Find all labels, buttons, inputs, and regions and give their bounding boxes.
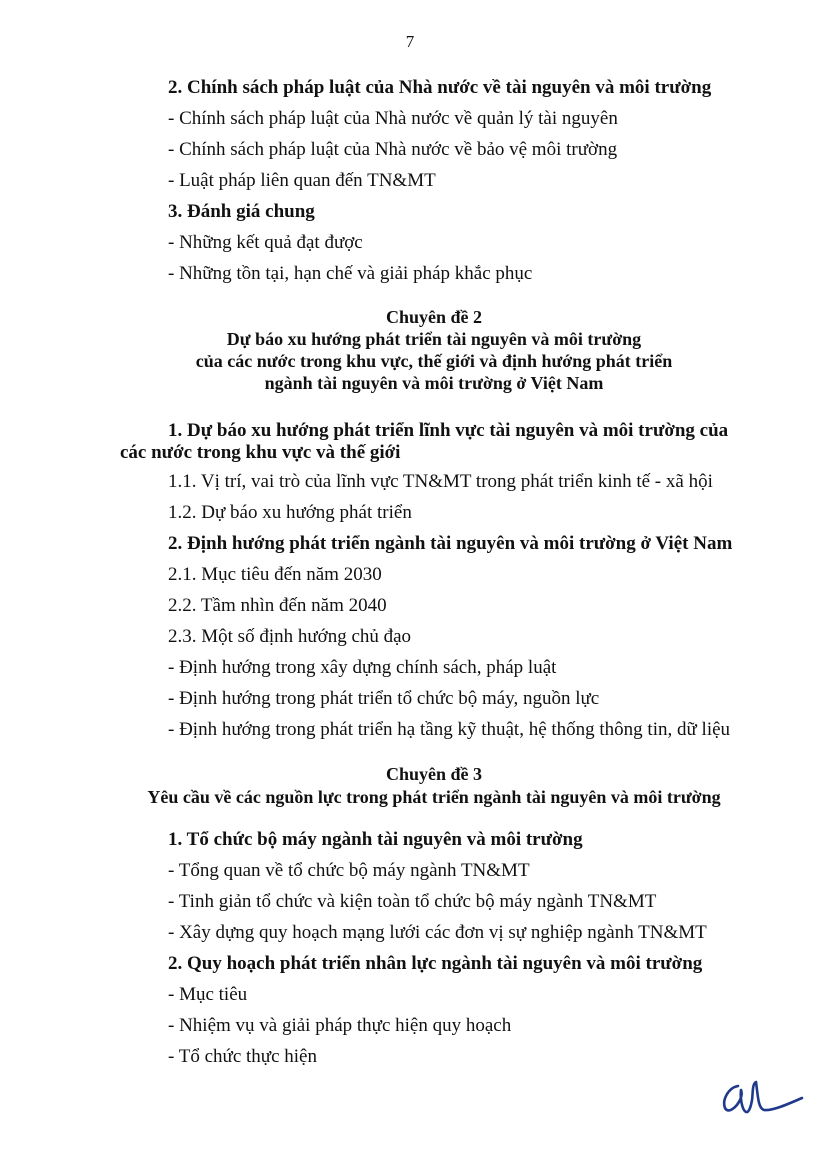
list-item: - Luật pháp liên quan đến TN&MT [168,170,436,191]
topic3-title: Chuyên đề 3 [385,764,483,784]
topic3-subtitle: Yêu cầu về các nguồn lực trong phát triển ngành tài nguyên và môi trường [147,787,721,807]
topic3-heading-organization: 1. Tổ chức bộ máy ngành tài nguyên và môi trường [168,829,583,850]
topic3-heading-hr-planning: 2. Quy hoạch phát triển nhân lực ngành tài nguyên và môi trường [168,953,703,974]
list-item: - Mục tiêu [168,984,248,1005]
list-item: - Chính sách pháp luật của Nhà nước về bảo vệ môi trường [168,139,618,160]
topic2-subtitle-line: Dự báo xu hướng phát triển tài nguyên và môi trường [226,329,642,349]
list-item: - Tinh giản tổ chức và kiện toàn tổ chức bộ máy ngành TN&MT [168,891,657,912]
topic2-subtitle-line: ngành tài nguyên và môi trường ở Việt Nam [264,373,604,393]
heading-legal-policy: 2. Chính sách pháp luật của Nhà nước về tài nguyên và môi trường [168,77,712,98]
list-item: - Nhiệm vụ và giải pháp thực hiện quy hoạch [168,1015,512,1036]
list-item: 2.1. Mục tiêu đến năm 2030 [168,564,382,585]
page-number: 7 [405,32,415,51]
list-item: - Xây dựng quy hoạch mạng lưới các đơn vị sự nghiệp ngành TN&MT [168,922,707,943]
handwritten-signature [716,1070,808,1120]
list-item: - Chính sách pháp luật của Nhà nước về quản lý tài nguyên [168,108,618,129]
list-item: 1.2. Dự báo xu hướng phát triển [168,502,412,523]
topic2-heading-orientation: 2. Định hướng phát triển ngành tài nguyên và môi trường ở Việt Nam [168,533,733,554]
topic2-title: Chuyên đề 2 [385,307,483,327]
heading-general-assessment: 3. Đánh giá chung [168,201,315,222]
list-item: - Định hướng trong phát triển tổ chức bộ máy, nguồn lực [168,688,600,709]
list-item: - Tổ chức thực hiện [168,1046,317,1067]
list-item: 2.3. Một số định hướng chủ đạo [168,626,412,647]
list-item: 2.2. Tầm nhìn đến năm 2040 [168,595,387,616]
list-item: - Những tồn tại, hạn chế và giải pháp khắc phục [168,263,533,284]
list-item: - Định hướng trong xây dựng chính sách, pháp luật [168,657,557,678]
list-item: - Tổng quan về tổ chức bộ máy ngành TN&MT [168,860,530,881]
list-item: - Định hướng trong phát triển hạ tầng kỹ thuật, hệ thống thông tin, dữ liệu [168,719,731,740]
list-item: 1.1. Vị trí, vai trò của lĩnh vực TN&MT trong phát triển kinh tế - xã hội [168,471,713,492]
topic2-heading-forecast: 1. Dự báo xu hướng phát triển lĩnh vực tài nguyên và môi trường của các nước trong khu vực và thế giới [120,420,729,463]
topic2-subtitle-line: của các nước trong khu vực, thế giới và định hướng phát triển [195,351,673,371]
list-item: - Những kết quả đạt được [168,232,363,253]
